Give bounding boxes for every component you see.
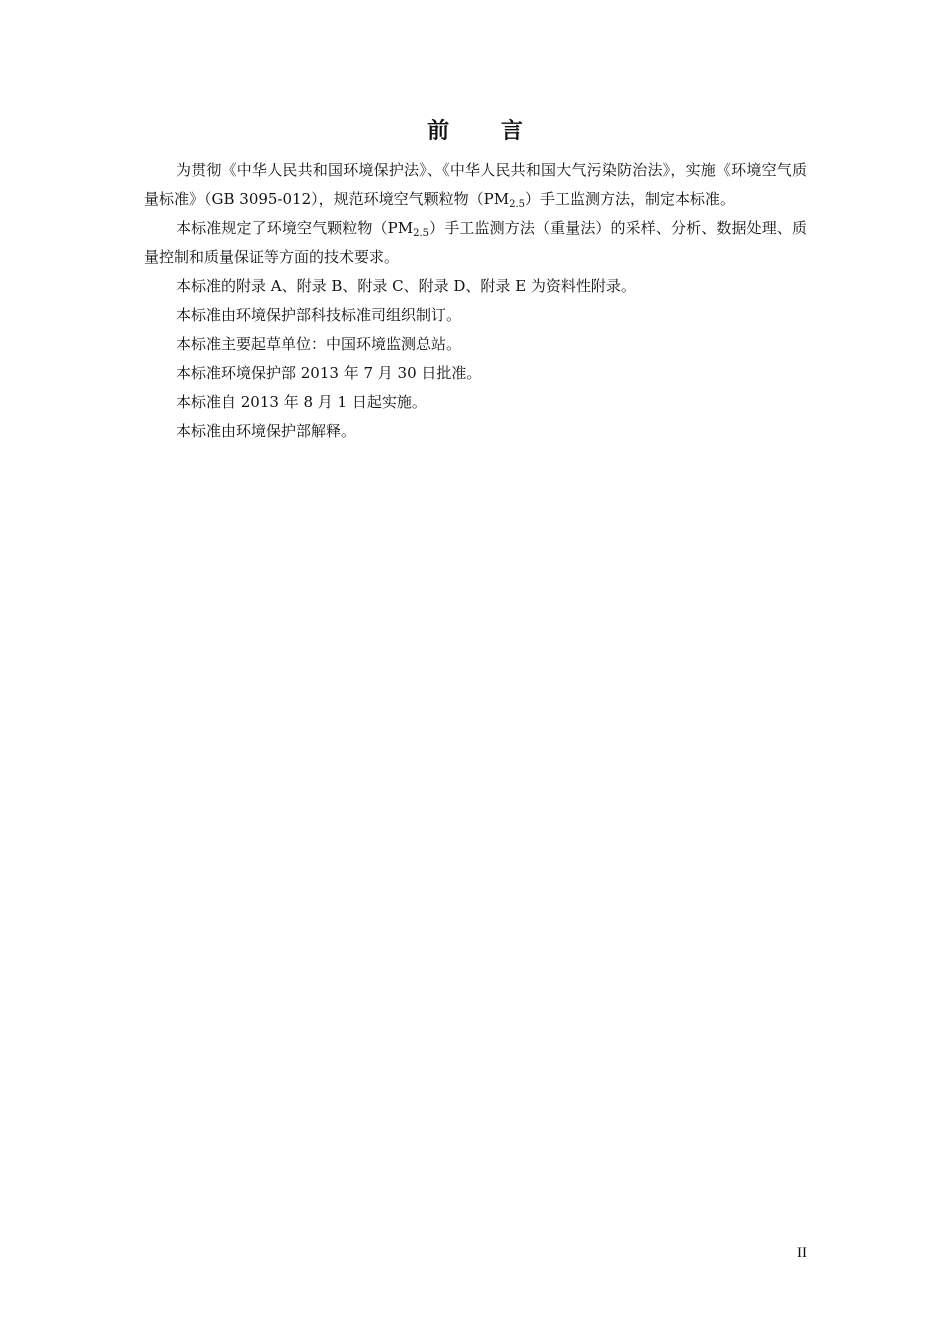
paragraph-drafter: 本标准主要起草单位：中国环境监测总站。 bbox=[176, 335, 462, 353]
page-number: II bbox=[797, 1245, 807, 1261]
subscript: 2.5 bbox=[413, 228, 430, 239]
paragraph-approval: 本标准环境保护部 2013 年 7 月 30 日批准。 bbox=[176, 364, 482, 382]
subscript: 2.5 bbox=[509, 199, 526, 210]
paragraph-appendix: 本标准的附录 A、附录 B、附录 C、附录 D、附录 E 为资料性附录。 bbox=[176, 277, 636, 295]
paragraph-text: ）手工监测方法，制定本标准。 bbox=[525, 190, 736, 208]
paragraph-text: 为贯彻《中华人民共和国环境保护法》、《中华人民共和国大气污染防治法》，实施《环境空气质量标准》（GB 3095-012），规范环境空气颗粒物（PM bbox=[144, 161, 807, 208]
page-title: 前 言 bbox=[427, 119, 545, 144]
foreword-body bbox=[144, 156, 807, 446]
paragraph-effective: 本标准自 2013 年 8 月 1 日起实施。 bbox=[176, 393, 427, 411]
paragraph-purpose bbox=[144, 156, 807, 214]
paragraph-interpretation: 本标准由环境保护部解释。 bbox=[176, 422, 357, 440]
paragraph-text: 本标准规定了环境空气颗粒物（PM bbox=[176, 219, 414, 237]
paragraph-organizer: 本标准由环境保护部科技标准司组织制订。 bbox=[176, 306, 462, 324]
paragraph-text: ）手工监测方法（重量法）的采样、分析、数据处理、质量控制和质量保证等方面的技术要求。 bbox=[144, 219, 807, 266]
paragraph-scope bbox=[144, 214, 807, 272]
